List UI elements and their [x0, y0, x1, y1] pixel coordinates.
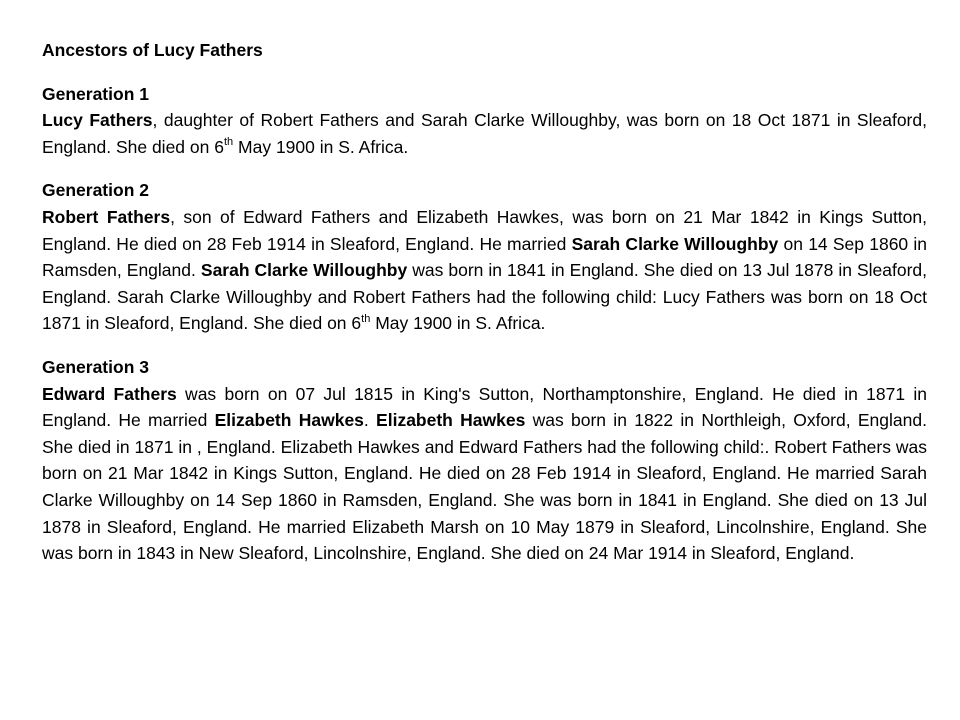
text-run: was born in 1822 in Northleigh, Oxford, England. She died in 1871 in , England. Elizabeth Hawkes and Edward Fathers had the following child:. Robert Fathers was born on 21 Mar 1842 in Kings Sutton, England. He died on 28 Feb 1914 in Sleaford, England. He married Sarah Clarke Willoughby on 14 Sep 1860 in Ramsden, England. She was born in 1841 in England. She died on 13 Jul 1878 in Sleaford, England. He married Elizabeth Marsh on 10 May 1879 in Sleaford, Lincolnshire, England. She was born in 1843 in New Sleaford, Lincolnshire, England. She died on 24 Mar 1914 in Sleaford, England. — [42, 410, 927, 564]
generation-heading: Generation 1 — [42, 83, 149, 104]
generation-heading: Generation 3 — [42, 356, 149, 377]
bold-name: Lucy Fathers — [42, 110, 153, 131]
bold-name: Robert Fathers — [42, 206, 171, 227]
bold-name: Elizabeth Hawkes — [214, 410, 364, 431]
ordinal-suffix: th — [361, 312, 371, 325]
text-run: was born in 1841 in England. She died on 13 Jul 1878 in Sleaford, England. Sarah Clarke Willoughby and Robert Fathers had the following child: Lucy Fathers was born on 18 Oct 1871 in Sleaford, England. She died on 6 — [42, 260, 927, 334]
text-run: . — [363, 410, 377, 431]
bold-name: Sarah Clarke Willoughby — [200, 260, 408, 281]
text-run: was born on 07 Jul 1815 in King's Sutton, Northamptonshire, England. He died in 1871 in England. He married — [42, 383, 927, 431]
generation-1-section — [42, 81, 927, 161]
text-run: , son of Edward Fathers and Elizabeth Hawkes, was born on 21 Mar 1842 in Kings Sutton, England. He died on 28 Feb 1914 in Sleaford, England. He married — [42, 206, 927, 254]
document-title: Ancestors of Lucy Fathers — [42, 40, 263, 60]
generation-paragraph — [42, 107, 927, 160]
generation-paragraph — [42, 381, 927, 567]
bold-name: Edward Fathers — [42, 383, 177, 404]
generation-3-section — [42, 354, 927, 567]
generation-paragraph — [42, 204, 927, 337]
bold-name: Elizabeth Hawkes — [376, 410, 526, 431]
bold-name: Sarah Clarke Willoughby — [571, 233, 779, 254]
generation-2-section — [42, 177, 927, 337]
text-run: May 1900 in S. Africa. — [233, 136, 409, 157]
document-page — [42, 37, 927, 584]
text-run: , daughter of Robert Fathers and Sarah Clarke Willoughby, was born on 18 Oct 1871 in Sleaford, England. She died on 6 — [42, 110, 927, 157]
text-run: on 14 Sep 1860 in Ramsden, England. — [42, 233, 927, 281]
ordinal-suffix: th — [223, 135, 234, 148]
generation-heading: Generation 2 — [42, 180, 149, 201]
text-run: May 1900 in S. Africa. — [370, 313, 546, 334]
